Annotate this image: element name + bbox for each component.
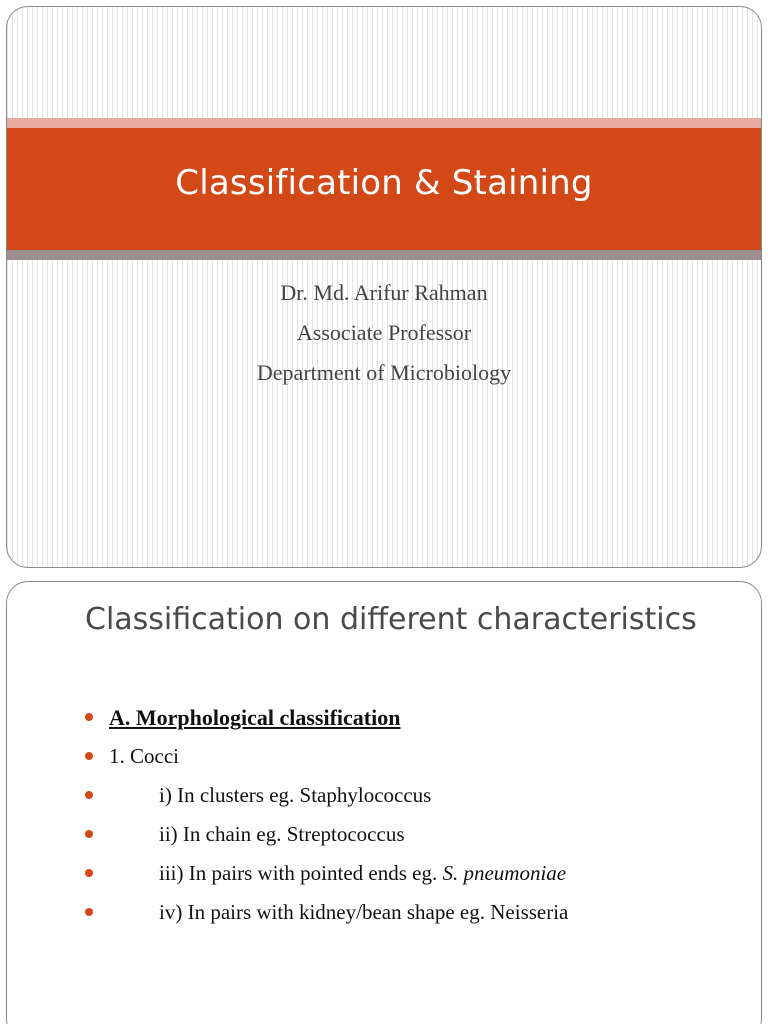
bullet-text: 1. Cocci [109,744,179,768]
bullet-text: ii) In chain eg. Streptococcus [159,822,405,846]
bullet-text: i) In clusters eg. Staphylococcus [159,783,432,807]
bullet-item [85,854,568,893]
accent-band-bottom [7,250,761,260]
bullet-dot-icon [85,752,93,760]
bullet-dot-icon [85,869,93,877]
content-slide-title: Classification on different characteristics [85,602,697,637]
bullet-text-italic: S. pneumoniae [442,861,567,885]
bullet-dot-icon [85,791,93,799]
bullet-dot-icon [85,830,93,838]
bullet-dot-icon [85,713,93,721]
bullet-item [85,698,568,737]
bullet-list [85,698,568,932]
bullet-item [85,737,568,776]
bullet-item [85,776,568,815]
content-slide [6,581,762,1024]
bullet-text: A. Morphological classification [109,705,401,730]
bullet-text: iv) In pairs with kidney/bean shape eg. Neisseria [159,900,569,924]
bullet-dot-icon [85,908,93,916]
bullet-text [109,861,566,885]
title-band [7,128,761,250]
author-position: Associate Professor [296,320,472,345]
author-department: Department of Microbiology [256,360,512,385]
slide-title: Classification & Staining [175,163,593,203]
bullet-item [85,815,568,854]
title-slide [6,6,762,568]
subtitle-block [7,273,761,393]
bullet-text-plain: iii) In pairs with pointed ends eg. [159,861,443,885]
accent-band-top [7,118,761,128]
author-name: Dr. Md. Arifur Rahman [280,280,488,305]
bullet-item [85,893,568,932]
